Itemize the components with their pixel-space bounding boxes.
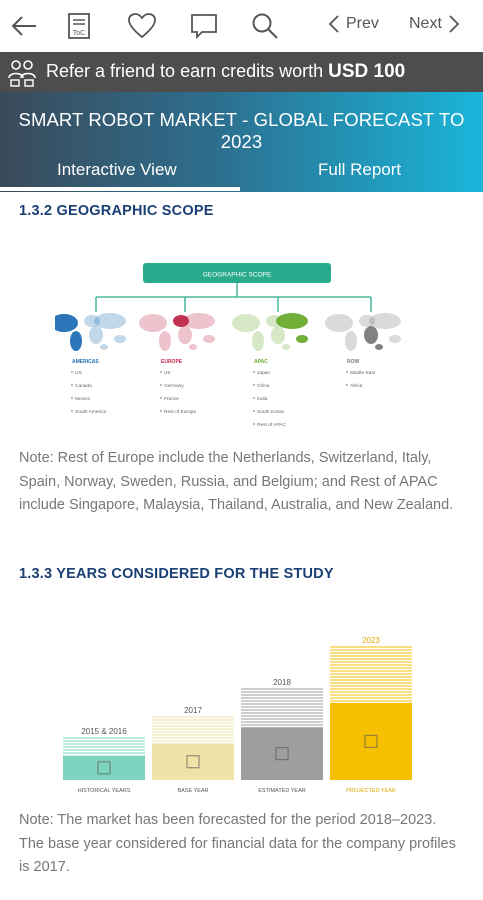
region-item: US (75, 371, 82, 376)
region-item: South Korea (257, 410, 284, 415)
bullet-dot (71, 410, 73, 412)
region-item: France (164, 397, 179, 402)
bullet-dot (160, 384, 162, 386)
region-item: Rest of Europe (164, 410, 196, 415)
year-label: 2023 (362, 636, 380, 645)
refer-friend-banner[interactable] (0, 52, 483, 92)
map-landmass (114, 335, 126, 343)
map-landmass (325, 314, 353, 332)
prev-label: Prev (346, 15, 379, 32)
region-label-row: ROW (347, 359, 360, 365)
map-landmass (282, 344, 290, 350)
map-landmass (94, 313, 126, 329)
geographic-scope-note: Note: Rest of Europe include the Netherlands, Switzerland, Italy, Spain, Norway, Sweden, Russia, and Belgium; and Rest of APAC include Singapore, Malaysia, Thailand, Australia, and New Zealand. (19, 450, 454, 513)
year-bar (63, 756, 145, 780)
map-landmass (70, 331, 82, 351)
report-header (0, 92, 483, 192)
world-map-apac (232, 313, 308, 351)
map-landmass (89, 326, 103, 344)
bullet-dot (253, 397, 255, 399)
year-caption: BASE YEAR (177, 788, 209, 794)
region-item: Mexico (75, 397, 91, 402)
year-block-3 (330, 636, 412, 794)
map-landmass (276, 313, 308, 329)
map-landmass (183, 313, 215, 329)
diagram-root-label: GEOGRAPHIC SCOPE (202, 271, 272, 279)
world-map-row (325, 313, 401, 351)
map-landmass (369, 313, 401, 329)
map-landmass (271, 326, 285, 344)
tab-interactive-view[interactable]: Interactive View (57, 160, 177, 179)
next-label: Next (409, 15, 442, 32)
region-item: South America (75, 410, 107, 415)
region-item: Japan (257, 371, 271, 376)
region-americas (55, 297, 126, 415)
report-title: SMART ROBOT MARKET - GLOBAL FORECAST TO 2023 (18, 109, 465, 152)
map-landmass (389, 335, 401, 343)
year-label: 2018 (273, 678, 291, 687)
year-bar (152, 743, 234, 780)
bullet-dot (71, 384, 73, 386)
active-tab-indicator (0, 187, 240, 191)
bullet-dot (71, 371, 73, 373)
bullet-dot (160, 410, 162, 412)
bullet-dot (346, 384, 348, 386)
region-europe (139, 297, 215, 415)
comment-icon[interactable] (188, 10, 220, 42)
map-landmass (252, 331, 264, 351)
refer-amount: USD 100 (328, 61, 406, 82)
map-landmass (178, 326, 192, 344)
section-heading-geographic-scope: 1.3.2 GEOGRAPHIC SCOPE (19, 203, 214, 219)
geographic-scope-diagram (55, 255, 425, 435)
year-block-1 (152, 706, 234, 794)
bullet-dot (253, 384, 255, 386)
region-label-apac: APAC (254, 359, 268, 365)
bullet-dot (160, 397, 162, 399)
region-item: Middle East (350, 371, 376, 376)
map-landmass (139, 314, 167, 332)
region-item: UK (164, 371, 171, 376)
region-label-europe: EUROPE (161, 359, 183, 365)
top-toolbar (0, 0, 483, 52)
region-label-americas: AMERICAS (72, 359, 99, 365)
bullet-dot (160, 371, 162, 373)
bullet-dot (253, 423, 255, 425)
year-block-2 (241, 678, 323, 794)
map-landmass (296, 335, 308, 343)
bullet-dot (71, 397, 73, 399)
tab-full-report[interactable]: Full Report (318, 160, 402, 179)
years-considered-note: Note: The market has been forecasted for the period 2018–2023. The base year considered for financial data for the company profiles is 2017. (19, 812, 456, 875)
search-icon[interactable] (249, 10, 281, 42)
region-item: Rest of APAC (257, 423, 286, 428)
year-label: 2017 (184, 706, 202, 715)
prev-button[interactable] (328, 14, 379, 34)
refer-text: Refer a friend to earn credits worth USD 100 (46, 61, 406, 82)
heart-icon[interactable] (126, 10, 158, 42)
region-item: India (257, 397, 268, 402)
region-item: Germany (164, 384, 184, 389)
chevron-left-icon (328, 14, 340, 34)
world-map-americas (55, 313, 126, 351)
next-button[interactable] (409, 14, 460, 34)
bullet-dot (346, 371, 348, 373)
region-item: Africa (350, 384, 363, 389)
region-row (325, 297, 401, 389)
back-arrow-icon[interactable] (8, 10, 40, 42)
toc-icon-label: ToC (72, 30, 86, 37)
year-caption: PROJECTED YEAR (346, 788, 396, 794)
map-landmass (189, 344, 197, 350)
region-item: Canada (75, 384, 92, 389)
world-map-europe (139, 313, 215, 351)
year-label: 2015 & 2016 (81, 727, 127, 736)
map-landmass (232, 314, 260, 332)
year-bar (330, 703, 412, 780)
map-landmass (375, 344, 383, 350)
map-landmass (159, 331, 171, 351)
table-of-contents-icon[interactable] (63, 10, 95, 42)
years-considered-diagram (55, 620, 425, 800)
year-bar (241, 727, 323, 780)
region-item: China (257, 384, 270, 389)
map-landmass (203, 335, 215, 343)
year-caption: HISTORICAL YEARS (77, 788, 131, 794)
year-block-0 (63, 727, 145, 794)
map-landmass (100, 344, 108, 350)
region-apac (232, 297, 308, 428)
year-caption: ESTIMATED YEAR (258, 788, 306, 794)
map-landmass (55, 314, 78, 332)
map-landmass (345, 331, 357, 351)
bullet-dot (253, 410, 255, 412)
map-landmass (364, 326, 378, 344)
refer-people-icon (6, 56, 38, 88)
section-heading-years-considered: 1.3.3 YEARS CONSIDERED FOR THE STUDY (19, 566, 334, 582)
bullet-dot (253, 371, 255, 373)
chevron-right-icon (448, 14, 460, 34)
